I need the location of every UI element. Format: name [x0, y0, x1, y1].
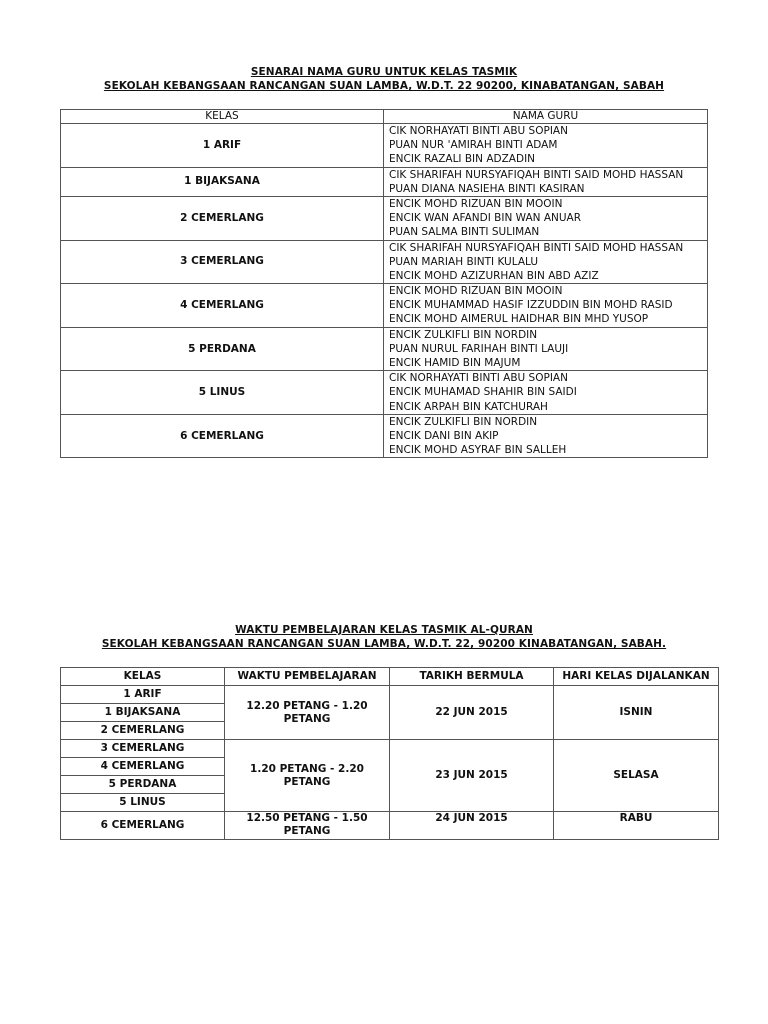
teacher-name: PUAN NURUL FARIHAH BINTI LAUJI: [389, 342, 569, 355]
teacher-name: ENCIK HAMID BIN MAJUM: [389, 357, 521, 369]
teacher-names-cell: [384, 414, 708, 458]
teacher-names-cell: [384, 327, 708, 371]
teacher-name: ENCIK ARPAH BIN KATCHURAH: [389, 400, 548, 413]
teacher-name: CIK NORHAYATI BINTI ABU SOPIAN: [389, 372, 568, 385]
teacher-names-cell: [384, 284, 708, 328]
table-row: [61, 371, 708, 415]
section1-subtitle: SEKOLAH KEBANGSAAN RANCANGAN SUAN LAMBA, W.D.T. 22 90200, KINABATANGAN, SABAH: [103, 80, 665, 92]
teacher-name: ENCIK DANI BIN AKIP: [389, 429, 499, 442]
teacher-name: ENCIK MOHD RIZUAN BIN MOOIN: [389, 197, 563, 210]
table-row: [61, 167, 708, 196]
table-header-row: [61, 668, 719, 686]
teacher-names-cell: [384, 196, 708, 240]
teacher-name: ENCIK MUHAMMAD HASIF IZZUDDIN BIN MOHD RASID: [389, 299, 673, 312]
time-cell: 12.20 PETANG - 1.20 PETANG: [225, 686, 390, 740]
teacher-name: PUAN NUR 'AMIRAH BINTI ADAM: [389, 139, 558, 152]
time-cell: 1.20 PETANG - 2.20 PETANG: [225, 740, 390, 812]
start-date-cell: 23 JUN 2015: [390, 740, 554, 812]
teacher-name: CIK SHARIFAH NURSYAFIQAH BINTI SAID MOHD HASSAN: [389, 168, 684, 181]
teacher-name: ENCIK MOHD RIZUAN BIN MOOIN: [389, 285, 563, 298]
class-name-cell: 3 CEMERLANG: [61, 740, 225, 758]
class-name-cell: 3 CEMERLANG: [61, 240, 384, 284]
class-name-cell: 2 CEMERLANG: [61, 722, 225, 740]
teacher-name: CIK NORHAYATI BINTI ABU SOPIAN: [389, 125, 568, 137]
schedule-table: [60, 667, 719, 840]
section2-title: WAKTU PEMBELAJARAN KELAS TASMIK AL-QURAN: [235, 624, 533, 636]
teacher-name: ENCIK WAN AFANDI BIN WAN ANUAR: [389, 212, 582, 225]
table-row: [61, 240, 708, 284]
class-name-cell: 5 LINUS: [61, 371, 384, 415]
class-name-cell: 6 CEMERLANG: [61, 414, 384, 458]
header-kelas: KELAS: [61, 110, 384, 124]
teacher-names-cell: [384, 124, 708, 168]
class-name-cell: 4 CEMERLANG: [61, 758, 225, 776]
class-name-cell: 1 BIJAKSANA: [61, 704, 225, 722]
teacher-names-cell: [384, 167, 708, 196]
day-cell: SELASA: [554, 740, 719, 812]
header-hari: HARI KELAS DIJALANKAN: [554, 668, 719, 686]
section2-subtitle: SEKOLAH KEBANGSAAN RANCANGAN SUAN LAMBA, W.D.T. 22, 90200 KINABATANGAN, SABAH.: [101, 638, 667, 650]
teacher-list-table: [60, 109, 708, 458]
teacher-name: ENCIK ZULKIFLI BIN NORDIN: [389, 415, 538, 428]
start-date-cell: 22 JUN 2015: [390, 686, 554, 740]
teacher-name: CIK SHARIFAH NURSYAFIQAH BINTI SAID MOHD HASSAN: [389, 241, 684, 254]
table-row: [61, 327, 708, 371]
teacher-name: ENCIK MOHD ASYRAF BIN SALLEH: [389, 444, 567, 457]
teacher-names-cell: [384, 371, 708, 415]
class-name-cell: 5 PERDANA: [61, 776, 225, 794]
teacher-name: PUAN SALMA BINTI SULIMAN: [389, 226, 540, 239]
table-row: [61, 414, 708, 458]
header-tarikh: TARIKH BERMULA: [390, 668, 554, 686]
class-name-cell: 5 LINUS: [61, 794, 225, 812]
table-row: [61, 740, 719, 758]
class-name-cell: 2 CEMERLANG: [61, 196, 384, 240]
class-name-cell: 1 ARIF: [61, 686, 225, 704]
class-name-cell: 1 ARIF: [61, 124, 384, 168]
teacher-name: ENCIK MOHD AIMERUL HAIDHAR BIN MHD YUSOP: [389, 313, 649, 326]
teacher-name: ENCIK RAZALI BIN ADZADIN: [389, 153, 536, 166]
class-name-cell: 4 CEMERLANG: [61, 284, 384, 328]
day-cell: ISNIN: [554, 686, 719, 740]
class-name-cell: 6 CEMERLANG: [61, 812, 225, 840]
start-date-cell: 24 JUN 2015: [390, 812, 554, 840]
teacher-name: ENCIK MOHD AZIZURHAN BIN ABD AZIZ: [389, 269, 599, 282]
teacher-names-cell: [384, 240, 708, 284]
table-row: [61, 686, 719, 704]
table-row: [61, 284, 708, 328]
section1-title: SENARAI NAMA GURU UNTUK KELAS TASMIK: [250, 66, 518, 78]
class-name-cell: 5 PERDANA: [61, 327, 384, 371]
teacher-name: ENCIK MUHAMAD SHAHIR BIN SAIDI: [389, 386, 577, 399]
table-header-row: [61, 110, 708, 124]
table-row: [61, 196, 708, 240]
table-row: [61, 124, 708, 168]
header-nama-guru: NAMA GURU: [384, 110, 708, 124]
day-cell: RABU: [554, 812, 719, 840]
teacher-name: ENCIK ZULKIFLI BIN NORDIN: [389, 328, 538, 341]
header-kelas: KELAS: [61, 668, 225, 686]
teacher-name: PUAN MARIAH BINTI KULALU: [389, 255, 539, 268]
header-waktu: WAKTU PEMBELAJARAN: [225, 668, 390, 686]
teacher-name: PUAN DIANA NASIEHA BINTI KASIRAN: [389, 182, 585, 195]
time-cell: 12.50 PETANG - 1.50 PETANG: [225, 812, 390, 840]
table-row: [61, 812, 719, 840]
class-name-cell: 1 BIJAKSANA: [61, 167, 384, 196]
